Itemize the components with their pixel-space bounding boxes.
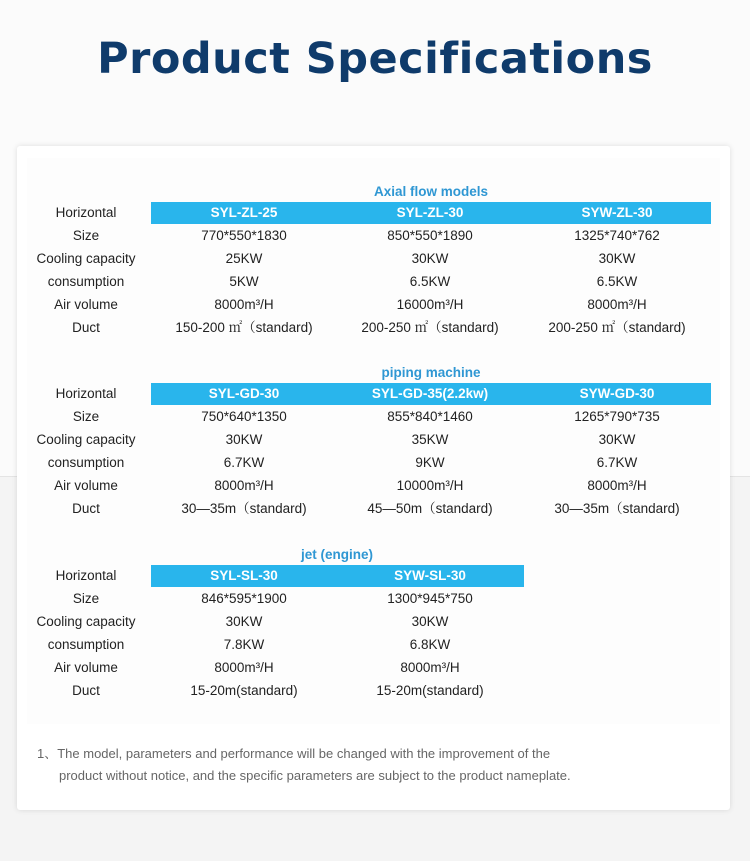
table-cell: 7.8KW xyxy=(223,637,265,652)
table-cell: 30KW xyxy=(598,432,636,447)
table-cell: 8000m³/H xyxy=(214,297,274,312)
table-cell: 1325*740*762 xyxy=(574,228,660,243)
section-title: Axial flow models xyxy=(373,184,489,199)
model-header-row xyxy=(27,383,720,405)
table-cell: 6.5KW xyxy=(596,274,638,289)
section-title: jet (engine) xyxy=(300,547,373,562)
table-cell: 30KW xyxy=(598,251,636,266)
model-header-row xyxy=(27,565,720,587)
model-name: SYL-SL-30 xyxy=(210,568,278,583)
model-header-row xyxy=(27,202,720,224)
row-label: Horizontal xyxy=(55,386,117,401)
row-label: Duct xyxy=(72,683,100,698)
row-label: Size xyxy=(72,409,100,424)
row-label: Duct xyxy=(72,501,100,516)
row-label: Air volume xyxy=(54,478,118,493)
model-name: SYL-GD-35(2.2kw) xyxy=(371,386,489,401)
table-cell: 1300*945*750 xyxy=(387,591,473,606)
table-cell: 30KW xyxy=(411,251,449,266)
row-label: Cooling capacity xyxy=(36,614,136,629)
row-label: Size xyxy=(72,591,100,606)
air-volume-row xyxy=(27,475,720,497)
table-cell: 8000m³/H xyxy=(214,478,274,493)
spec-table-area xyxy=(27,158,720,724)
row-label: consumption xyxy=(47,274,125,289)
spec-card xyxy=(17,146,730,810)
duct-row xyxy=(27,680,720,702)
table-cell: 850*550*1890 xyxy=(387,228,473,243)
table-cell: 855*840*1460 xyxy=(387,409,473,424)
table-cell: 15-20m(standard) xyxy=(376,683,484,698)
footnote xyxy=(37,743,697,787)
table-cell: 750*640*1350 xyxy=(201,409,287,424)
table-cell: 45—50m（standard) xyxy=(367,501,493,516)
table-cell: 8000m³/H xyxy=(400,660,460,675)
table-cell: 30KW xyxy=(411,614,449,629)
cooling-capacity-row xyxy=(27,611,720,633)
table-cell: 150-200 ㎡（standard) xyxy=(175,320,313,335)
model-name: SYL-ZL-30 xyxy=(396,205,464,220)
table-cell: 200-250 ㎡（standard) xyxy=(361,320,499,335)
size-row xyxy=(27,406,720,428)
air-volume-row xyxy=(27,657,720,679)
table-cell: 35KW xyxy=(411,432,449,447)
table-cell: 770*550*1830 xyxy=(201,228,287,243)
table-cell: 1265*790*735 xyxy=(574,409,660,424)
table-cell: 25KW xyxy=(225,251,263,266)
row-label: Cooling capacity xyxy=(36,432,136,447)
duct-row xyxy=(27,498,720,520)
table-cell: 200-250 ㎡（standard) xyxy=(548,320,686,335)
size-row xyxy=(27,588,720,610)
consumption-row xyxy=(27,452,720,474)
table-cell: 30KW xyxy=(225,432,263,447)
row-label: Air volume xyxy=(54,660,118,675)
row-label: Horizontal xyxy=(55,568,117,583)
table-cell: 30—35m（standard) xyxy=(181,501,307,516)
consumption-row xyxy=(27,271,720,293)
footnote-line-1: 1、The model, parameters and performance will be changed with the improvement of the xyxy=(37,746,551,761)
table-cell: 6.7KW xyxy=(223,455,265,470)
duct-row xyxy=(27,317,720,339)
row-label: Size xyxy=(72,228,100,243)
model-name: SYL-GD-30 xyxy=(208,386,280,401)
table-cell: 846*595*1900 xyxy=(201,591,287,606)
consumption-row xyxy=(27,634,720,656)
table-cell: 8000m³/H xyxy=(214,660,274,675)
model-name: SYW-ZL-30 xyxy=(581,205,653,220)
row-label: Horizontal xyxy=(55,205,117,220)
cooling-capacity-row xyxy=(27,429,720,451)
row-label: Air volume xyxy=(54,297,118,312)
row-label: Duct xyxy=(72,320,100,335)
table-cell: 9KW xyxy=(415,455,445,470)
model-name: SYL-ZL-25 xyxy=(210,205,278,220)
table-cell: 8000m³/H xyxy=(587,478,647,493)
air-volume-row xyxy=(27,294,720,316)
row-label: consumption xyxy=(47,455,125,470)
page-title: Product Specifications xyxy=(97,34,653,84)
table-cell: 10000m³/H xyxy=(396,478,464,493)
table-cell: 6.5KW xyxy=(409,274,451,289)
model-name: SYW-GD-30 xyxy=(579,386,655,401)
table-cell: 30—35m（standard) xyxy=(554,501,680,516)
model-name: SYW-SL-30 xyxy=(394,568,466,583)
footnote-line-2: product without notice, and the specific parameters are subject to the product nameplate. xyxy=(59,768,571,783)
row-label: Cooling capacity xyxy=(36,251,136,266)
table-cell: 6.7KW xyxy=(596,455,638,470)
table-cell: 30KW xyxy=(225,614,263,629)
table-cell: 8000m³/H xyxy=(587,297,647,312)
size-row xyxy=(27,225,720,247)
row-label: consumption xyxy=(47,637,125,652)
table-cell: 16000m³/H xyxy=(396,297,464,312)
section-title: piping machine xyxy=(381,365,481,380)
table-cell: 6.8KW xyxy=(409,637,451,652)
cooling-capacity-row xyxy=(27,248,720,270)
table-cell: 15-20m(standard) xyxy=(190,683,298,698)
table-cell: 5KW xyxy=(229,274,259,289)
